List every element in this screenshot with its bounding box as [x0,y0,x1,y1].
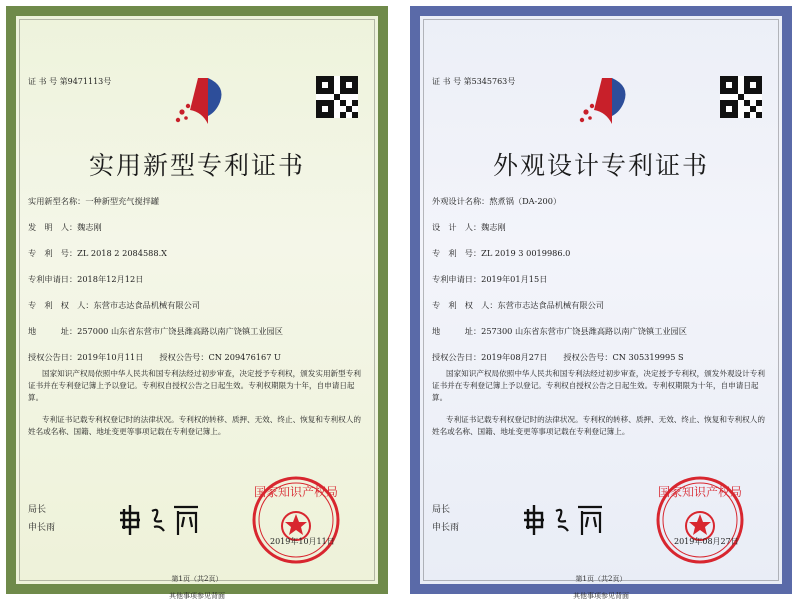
chief-title: 局长 [432,505,451,515]
field-patent-number: 专 利 号：ZL 2018 2 2084588.X [28,248,168,258]
utility-model-certificate [6,6,388,594]
field-application-date: 专利申请日：2019年01月15日 [432,274,548,284]
grant-number: 授权公告号：CN 209476167 U [159,352,281,362]
field-designer: 设 计 人：魏志刚 [432,222,506,232]
chief-name: 申长雨 [28,523,56,533]
qr-code-icon [316,76,358,118]
field-patentee: 专 利 权 人：东营市志达食品机械有限公司 [432,300,604,310]
certificate-paragraph-1: 国家知识产权局依照中华人民共和国专利法经过初步审查，决定授予专利权，颁发外观设计专利证书并在专利登记簿上予以登记。专利权自授权公告之日起生效。专利权期限为十年，自申请日起算。 [432,369,765,402]
grant-number: 授权公告号：CN 305319995 S [563,352,684,362]
field-grant-date: 授权公告日：2019年10月11日 授权公告号：CN 209476167 U [28,352,281,362]
seal-text: 国家知识产权局 [253,485,339,499]
right-footer-note: 其他事项参见背面 [573,592,629,600]
seal-date: 2019年08月27日 [674,537,739,546]
certificate-title: 外观设计专利证书 [492,151,709,180]
field-address: 地 址：257000 山东省东营市广饶县潍高路以南广饶镇工业园区 [28,326,283,336]
field-inventor: 发 明 人：魏志刚 [28,222,102,232]
handwritten-signature-icon [520,499,620,539]
chief-title: 局长 [28,505,47,515]
certificate-paragraph-2: 专利证书记载专利权登记时的法律状况。专利权的转移、质押、无效、终止、恢复和专利权人的姓名或名称、国籍、地址变更等事项记载在专利登记簿上。 [432,415,765,436]
field-patentee: 专 利 权 人：东营市志达食品机械有限公司 [28,300,200,310]
certificate-paragraph-2: 专利证书记载专利权登记时的法律状况。专利权的转移、质押、无效、终止、恢复和专利权人的姓名或名称、国籍、地址变更等事项记载在专利登记簿上。 [28,415,361,436]
design-patent-certificate [410,6,792,594]
seal-date: 2019年10月11日 [270,537,335,546]
left-footer-note: 其他事项参见背面 [169,592,225,600]
certificate-number: 证 书 号 第9471113号 [28,77,112,86]
field-name: 实用新型名称：一种新型充气搅拌罐 [28,196,160,206]
certificate-paragraph-1: 国家知识产权局依照中华人民共和国专利法经过初步审查，决定授予专利权，颁发实用新型专利证书并在专利登记簿上予以登记。专利权自授权公告之日起生效。专利权期限为十年，自申请日起算。 [28,369,361,402]
cnipa-logo-icon [572,72,636,136]
qr-code-icon [720,76,762,118]
page-number: 第1页（共2页） [171,575,223,583]
chief-name: 申长雨 [432,523,460,533]
cnipa-logo-icon [168,72,232,136]
page-number: 第1页（共2页） [575,575,627,583]
seal-text: 国家知识产权局 [657,485,743,499]
field-name: 外观设计名称：熬煮锅（DA-200） [432,196,562,206]
field-application-date: 专利申请日：2018年12月12日 [28,274,144,284]
field-address: 地 址：257300 山东省东营市广饶县潍高路以南广饶镇工业园区 [432,326,687,336]
field-grant-date: 授权公告日：2019年08月27日 授权公告号：CN 305319995 S [432,352,684,362]
official-seal-icon [250,474,342,566]
official-seal-icon [654,474,746,566]
handwritten-signature-icon [116,499,216,539]
field-patent-number: 专 利 号：ZL 2019 3 0019986.0 [432,248,571,258]
certificate-number: 证 书 号 第5345763号 [432,77,516,86]
certificate-title: 实用新型专利证书 [88,151,305,180]
